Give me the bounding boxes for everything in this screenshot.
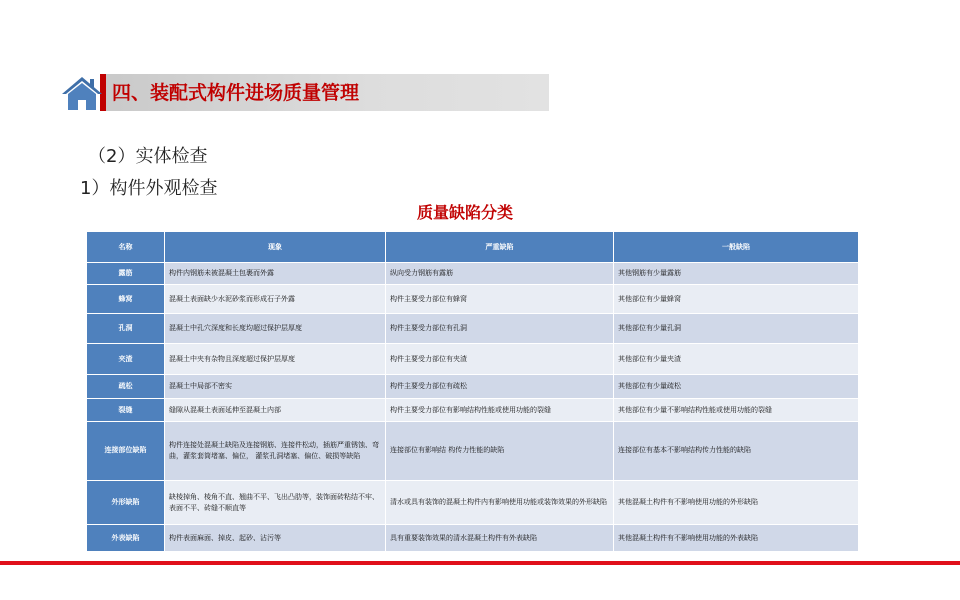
home-icon	[60, 74, 104, 112]
column-header-name: 名称	[87, 232, 165, 263]
general-defect: 其他部位有少量疏松	[614, 374, 859, 398]
defect-phenomenon: 构件连接处混凝土缺陷及连接钢筋、连接件松动，插筋严重锈蚀、弯曲，灌浆套筒堵塞、偏位， 灌浆孔洞堵塞、偏位、破损等缺陷	[165, 421, 386, 480]
general-defect: 其他部位有少量蜂窝	[614, 285, 859, 313]
table-row	[87, 263, 859, 285]
defect-phenomenon: 混凝土表面缺少水泥砂浆而形成石子外露	[165, 285, 386, 313]
defect-name: 蜂窝	[87, 285, 165, 313]
defect-phenomenon: 混凝土中孔穴深度和长度均超过保护层厚度	[165, 313, 386, 344]
severe-defect: 构件主要受力部位有孔洞	[386, 313, 614, 344]
defect-name: 外形缺陷	[87, 480, 165, 525]
column-header-phenomenon: 现象	[165, 232, 386, 263]
table-title: 质量缺陷分类	[416, 203, 513, 222]
severe-defect: 清水或具有装饰的混凝土构件内有影响使用功能或装饰效果的外形缺陷	[386, 480, 614, 525]
defect-phenomenon: 缺棱掉角、棱角不直、翘曲不平、飞出凸肋等，装饰面砖粘结不牢、表面不平、砖缝不顺直等	[165, 480, 386, 525]
severe-defect: 构件主要受力部位有影响结构性能或使用功能的裂缝	[386, 399, 614, 421]
table-row	[87, 344, 859, 375]
general-defect: 其他部位有少量不影响结构性能或使用功能的裂缝	[614, 399, 859, 421]
defect-phenomenon: 缝隙从混凝土表面延伸至混凝土内部	[165, 399, 386, 421]
table-header-row	[87, 232, 859, 263]
severe-defect: 纵向受力钢筋有露筋	[386, 263, 614, 285]
table-row	[87, 421, 859, 480]
section-title: 四、装配式构件进场质量管理	[112, 82, 360, 104]
general-defect: 其他部位有少量孔洞	[614, 313, 859, 344]
defect-classification-table	[86, 231, 859, 552]
defect-phenomenon: 混凝土中局部不密实	[165, 374, 386, 398]
subtitle-physical-inspection: （2）实体检查	[88, 146, 208, 167]
general-defect: 其他钢筋有少量露筋	[614, 263, 859, 285]
subtitle-appearance-inspection: 1）构件外观检查	[80, 178, 218, 199]
column-header-general-defect: 一般缺陷	[614, 232, 859, 263]
severe-defect: 连接部位有影响结 构传力性能的缺陷	[386, 421, 614, 480]
defect-name: 疏松	[87, 374, 165, 398]
defect-name: 外表缺陷	[87, 525, 165, 552]
table-row	[87, 285, 859, 313]
defect-name: 孔洞	[87, 313, 165, 344]
severe-defect: 构件主要受力部位有蜂窝	[386, 285, 614, 313]
table-row	[87, 374, 859, 398]
defect-name: 连接部位缺陷	[87, 421, 165, 480]
defect-name: 夹渣	[87, 344, 165, 375]
footer-red-line	[0, 561, 960, 565]
severe-defect: 构件主要受力部位有夹渣	[386, 344, 614, 375]
defect-phenomenon: 混凝土中夹有杂物且深度超过保护层厚度	[165, 344, 386, 375]
general-defect: 其他部位有少量夹渣	[614, 344, 859, 375]
general-defect: 其他混凝土构件有不影响使用功能的外表缺陷	[614, 525, 859, 552]
column-header-severe-defect: 严重缺陷	[386, 232, 614, 263]
severe-defect: 构件主要受力部位有疏松	[386, 374, 614, 398]
severe-defect: 具有重要装饰效果的清水混凝土构件有外表缺陷	[386, 525, 614, 552]
defect-name: 露筋	[87, 263, 165, 285]
table-row	[87, 480, 859, 525]
general-defect: 其他混凝土构件有不影响使用功能的外形缺陷	[614, 480, 859, 525]
defect-phenomenon: 构件内钢筋未被混凝土包裹而外露	[165, 263, 386, 285]
table-row	[87, 525, 859, 552]
defect-phenomenon: 构件表面麻面、掉皮、起砂、沾污等	[165, 525, 386, 552]
table-row	[87, 399, 859, 421]
defect-name: 裂缝	[87, 399, 165, 421]
general-defect: 连接部位有基本不影响结构传力性能的缺陷	[614, 421, 859, 480]
table-row	[87, 313, 859, 344]
